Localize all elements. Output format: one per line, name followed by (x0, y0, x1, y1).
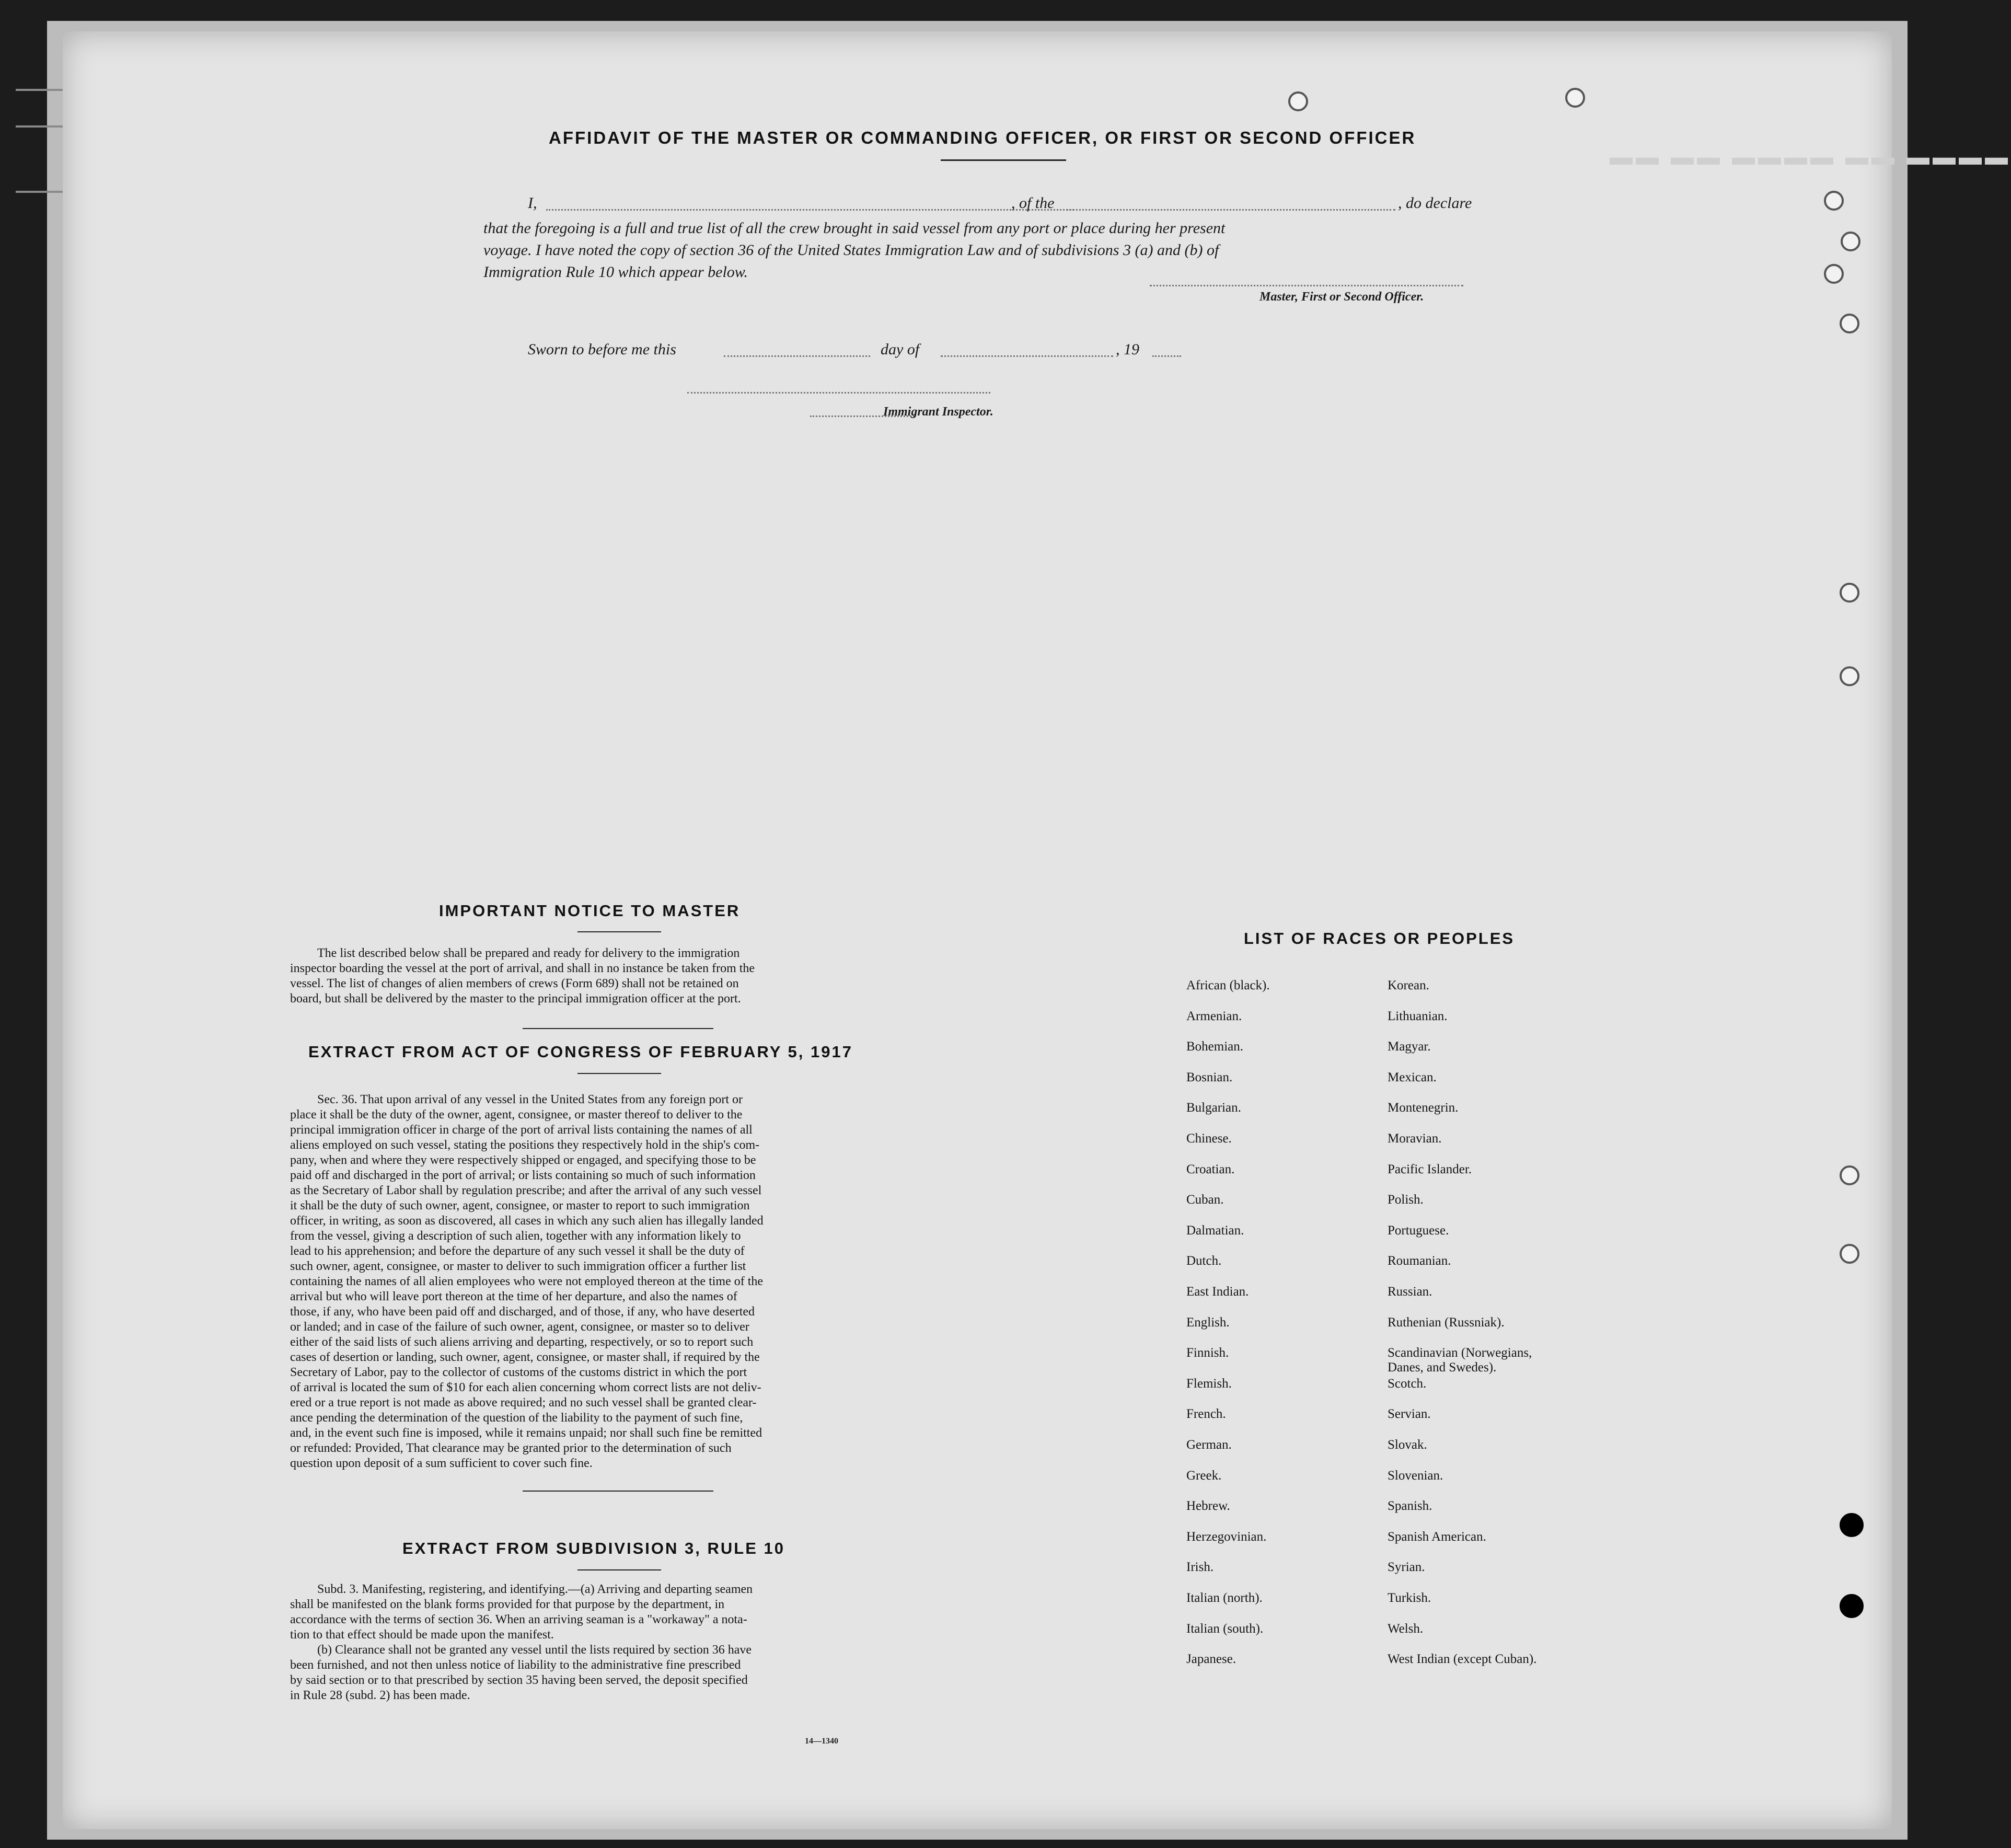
extract_rule-line: been furnished, and not then unless notice of liability to the administrative fine prescribed (290, 1658, 741, 1672)
race-item: Moravian. (1388, 1131, 1442, 1146)
punch-hole (1840, 1513, 1864, 1537)
extract_rule-line: in Rule 28 (subd. 2) has been made. (290, 1689, 470, 1702)
extract_act-line: question upon deposit of a sum sufficient to cover such fine. (290, 1457, 593, 1470)
extract_act-line: and, in the event such fine is imposed, while it remains unpaid; nor shall such fine be remitted (290, 1426, 762, 1440)
extract_rule-line: (b) Clearance shall not be granted any vessel until the lists required by section 36 have (317, 1643, 752, 1657)
notice-line: inspector boarding the vessel at the port of arrival, and shall in no instance be taken from the (290, 962, 755, 975)
extract_act-line: principal immigration officer in charge of the port of arrival lists containing the names of all (290, 1123, 753, 1137)
signature-caption: Master, First or Second Officer. (1259, 290, 1424, 304)
extract_act-line: those, if any, who have been paid off and discharged, and of those, if any, who have deserted (290, 1305, 755, 1319)
extract_act-line: ance pending the determination of the question of the liability to the payment of such fine, (290, 1411, 743, 1425)
race-item: Italian (south). (1186, 1621, 1264, 1636)
year-blank[interactable] (1152, 355, 1181, 357)
extract_act-line: of arrival is located the sum of $10 for each alien concerning whom correct lists are not deliv- (290, 1381, 761, 1394)
extract_act-line: from the vessel, giving a description of such alien, together with any information likely to (290, 1229, 741, 1243)
race-item: Flemish. (1186, 1376, 1232, 1391)
notice-body (290, 946, 904, 1007)
affidavit-of-the: , of the (1011, 194, 1055, 212)
extract_rule-line: accordance with the terms of section 36. When an arriving seaman is a "workaway" a nota- (290, 1613, 747, 1626)
race-item: Korean. (1388, 978, 1429, 992)
punch-hole (1824, 264, 1844, 284)
affidavit-do-declare: , do declare (1398, 194, 1472, 212)
form-page (63, 31, 2011, 1829)
rule-underline (577, 1569, 661, 1570)
race-item: Dutch. (1186, 1254, 1222, 1268)
extract_act-line: as the Secretary of Labor shall by regulation prescribe; and after the arrival of any such vessel (290, 1184, 762, 1197)
races-title: LIST OF RACES OR PEOPLES (1244, 929, 1515, 948)
day-blank[interactable] (724, 355, 870, 357)
extract_act-line: either of the said lists of such aliens arriving and departing, respectively, or so to report such (290, 1335, 754, 1349)
affidavit-line-3: voyage. I have noted the copy of section 36 of the United States Immigration Law and of subdivisions 3 (a) and (b) of (483, 241, 1219, 259)
punch-hole (1840, 1594, 1864, 1618)
extract_act-line: Secretary of Labor, pay to the collector of customs of the customs district in which the port (290, 1366, 747, 1379)
race-item: Polish. (1388, 1193, 1424, 1207)
extract_act-line: place it shall be the duty of the owner, agent, consignee, or master thereof to deliver to the (290, 1108, 743, 1122)
extract_act-line: or refunded: Provided, That clearance may be granted prior to the determination of such (290, 1441, 732, 1455)
race-item: Lithuanian. (1388, 1009, 1448, 1023)
edge-mark (16, 191, 63, 193)
bleed-through-heading: ▬▬ ▬▬ ▬▬▬▬ ▬▬ ▬▬▬▬ (1610, 144, 2011, 170)
race-item: Japanese. (1186, 1652, 1236, 1667)
race-item: Chinese. (1186, 1131, 1232, 1146)
race-item: Bulgarian. (1186, 1101, 1241, 1115)
punch-hole (1840, 1165, 1859, 1185)
extract_rule-line: tion to that effect should be made upon the manifest. (290, 1628, 554, 1642)
race-item: Armenian. (1186, 1009, 1242, 1023)
inspector-caption: Immigrant Inspector. (883, 405, 993, 419)
notice-title: IMPORTANT NOTICE TO MASTER (439, 902, 741, 920)
extract_act-line: or landed; and in case of the failure of such owner, agent, consignee, or master so to deliver (290, 1320, 749, 1334)
race-item: Welsh. (1388, 1621, 1424, 1636)
race-item: Dalmatian. (1186, 1223, 1244, 1238)
punch-hole (1840, 314, 1859, 333)
race-item: Finnish. (1186, 1346, 1229, 1360)
race-item: Roumanian. (1388, 1254, 1451, 1268)
race-item: African (black). (1186, 978, 1270, 992)
extract_act-line: paid off and discharged in the port of arrival; or lists containing so much of such information (290, 1169, 756, 1182)
vessel-blank[interactable] (1066, 209, 1395, 211)
race-item: Turkish. (1388, 1591, 1431, 1605)
race-item: Cuban. (1186, 1193, 1224, 1207)
race-item: Irish. (1186, 1560, 1214, 1575)
race-item: Bosnian. (1186, 1070, 1233, 1084)
punch-hole (1565, 88, 1585, 108)
notice-line: board, but shall be delivered by the master to the principal immigration officer at the port. (290, 992, 741, 1006)
affidavit-i: I, (528, 194, 537, 212)
race-item: Herzegovinian. (1186, 1529, 1267, 1544)
punch-hole (1841, 232, 1860, 251)
race-item: Montenegrin. (1388, 1101, 1459, 1115)
extract_rule-line: by said section or to that prescribed by section 35 having been served, the deposit specified (290, 1673, 748, 1687)
inspector-signature-blank[interactable] (687, 392, 990, 394)
race-item: Russian. (1388, 1285, 1432, 1299)
extract_act-line: pany, when and where they were respectively shipped or engaged, and specifying those to be (290, 1153, 756, 1167)
race-item: Bohemian. (1186, 1040, 1244, 1054)
race-item: East Indian. (1186, 1285, 1249, 1299)
race-item: English. (1186, 1315, 1230, 1330)
extract_act-line: it shall be the duty of such owner, agent, consignee, or master to report to such immigration (290, 1199, 750, 1212)
month-blank[interactable] (941, 355, 1113, 357)
race-item: Spanish. (1388, 1499, 1432, 1514)
name-blank[interactable] (546, 209, 1074, 211)
extract_rule-line: Subd. 3. Manifesting, registering, and identifying.—(a) Arriving and departing seamen (317, 1583, 753, 1596)
signature-blank[interactable] (1150, 285, 1463, 286)
notice-separator (523, 1028, 713, 1029)
race-item: Syrian. (1388, 1560, 1425, 1575)
extract_act-line: cases of desertion or landing, such owner, agent, consignee, or master shall, if required by the (290, 1350, 760, 1364)
extract_act-line: ered or a true report is not made as above required; and no such vessel shall be granted clear- (290, 1396, 757, 1410)
race-item: Italian (north). (1186, 1591, 1263, 1605)
race-item: Scandinavian (Norwegians, Danes, and Swedes). (1388, 1346, 1532, 1375)
form-number: 14—1340 (805, 1737, 838, 1746)
notice-underline (577, 931, 661, 932)
extract_act-line: lead to his apprehension; and before the departure of any such vessel it shall be the duty of (290, 1244, 745, 1258)
race-item: Greek. (1186, 1468, 1222, 1483)
affidavit-title: AFFIDAVIT OF THE MASTER OR COMMANDING OFFICER, OR FIRST OR SECOND OFFICER (549, 128, 1416, 147)
sworn-label: Sworn to before me this (528, 341, 676, 358)
punch-hole (1824, 191, 1844, 211)
affidavit-line-2: that the foregoing is a full and true list of all the crew brought in said vessel from any port or place during her present (483, 220, 1226, 237)
race-item: Scotch. (1388, 1376, 1427, 1391)
extract_rule-line: shall be manifested on the blank forms provided for that purpose by the department, in (290, 1598, 725, 1611)
act-extract-title: EXTRACT FROM ACT OF CONGRESS OF FEBRUARY 5, 1917 (308, 1043, 853, 1061)
punch-hole (1840, 1244, 1859, 1264)
rule-body (290, 1582, 904, 1703)
race-item: Slovak. (1388, 1438, 1427, 1452)
race-item: Hebrew. (1186, 1499, 1230, 1514)
punch-hole (1288, 91, 1308, 111)
race-item: German. (1186, 1438, 1232, 1452)
day-of-label: day of (881, 341, 920, 358)
race-item: French. (1186, 1407, 1226, 1422)
race-item: Ruthenian (Russniak). (1388, 1315, 1505, 1330)
race-item: West Indian (except Cuban). (1388, 1652, 1537, 1667)
year-label: , 19 (1116, 341, 1139, 358)
race-item: Servian. (1388, 1407, 1431, 1422)
race-item: Mexican. (1388, 1070, 1437, 1084)
act-underline (577, 1073, 661, 1074)
act-separator (523, 1491, 713, 1492)
punch-hole (1840, 583, 1859, 603)
title-underline (941, 159, 1066, 161)
affidavit-line-4: Immigration Rule 10 which appear below. (483, 263, 748, 281)
extract_act-line: officer, in writing, as soon as discovered, all cases in which any such alien has illegally landed (290, 1214, 764, 1228)
race-item: Croatian. (1186, 1162, 1235, 1176)
extract_act-line: such owner, agent, consignee, or master to deliver to such immigration officer a further list (290, 1260, 746, 1273)
race-item: Pacific Islander. (1388, 1162, 1472, 1176)
extract_act-line: aliens employed on such vessel, stating the positions they respectively hold in the ship's com- (290, 1138, 760, 1152)
act-body (290, 1092, 904, 1471)
race-item: Spanish American. (1388, 1529, 1486, 1544)
rule-extract-title: EXTRACT FROM SUBDIVISION 3, RULE 10 (402, 1539, 785, 1557)
notice-line: vessel. The list of changes of alien members of crews (Form 689) shall not be retained on (290, 977, 739, 990)
notice-line: The list described below shall be prepared and ready for delivery to the immigration (317, 946, 740, 960)
extract_act-line: arrival but who will leave port thereon at the time of her departure, and also the names of (290, 1290, 737, 1303)
race-item: Portuguese. (1388, 1223, 1449, 1238)
race-item: Magyar. (1388, 1040, 1431, 1054)
punch-hole (1840, 666, 1859, 686)
edge-mark (16, 125, 63, 128)
race-item: Slovenian. (1388, 1468, 1443, 1483)
extract_act-line: Sec. 36. That upon arrival of any vessel in the United States from any foreign port or (317, 1093, 743, 1106)
extract_act-line: containing the names of all alien employees who were not employed thereon at the time of the (290, 1275, 764, 1288)
edge-mark (16, 89, 63, 91)
